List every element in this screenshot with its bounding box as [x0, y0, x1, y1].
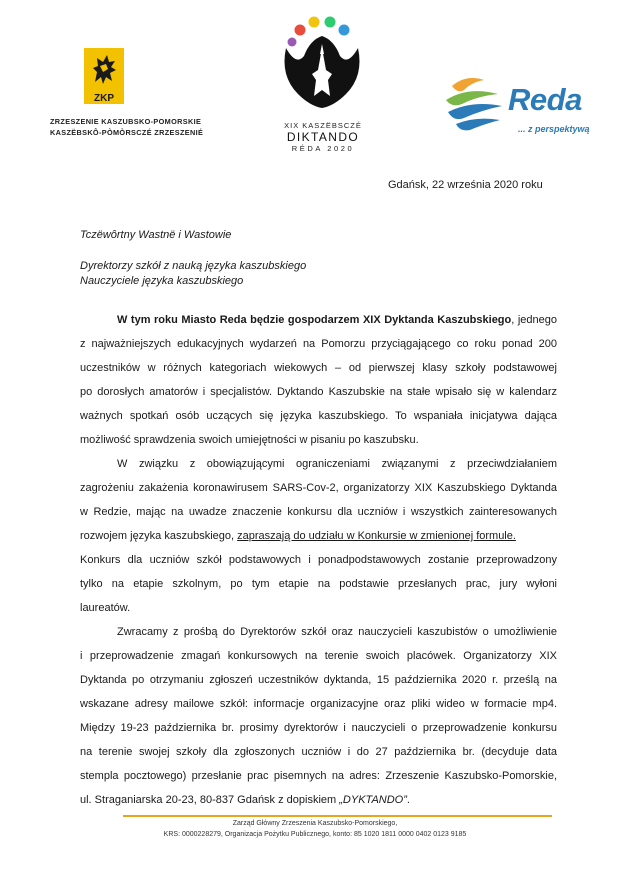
- reda-wordmark: Reda: [508, 82, 582, 117]
- paragraph-line: [80, 529, 557, 544]
- zkp-name-polish: ZRZESZENIE KASZUBSKO-POMORSKIE: [50, 117, 202, 126]
- paragraph-line: po dorosłych amatorów i specjalistów. Dyktando Kaszubskie na stałe wpisało się w kalendarz: [80, 386, 557, 398]
- paragraph-line: wskazane adresy mailowe szkół: informacje organizacyjne oraz pliki wideo w formacie mp4.: [80, 698, 557, 710]
- reda-logo: [444, 72, 594, 142]
- reda-tagline: ... z perspektywą: [518, 124, 590, 134]
- diktando-title: DIKTANDO: [286, 130, 360, 144]
- text-span: .: [406, 794, 410, 806]
- paragraph-line: ważnych spotkań osób uczących się języka kaszubskiego. To wspaniała inicjatywa dająca: [80, 410, 557, 422]
- paragraph-line: [80, 793, 557, 808]
- footer-org: Zarząd Główny Zrzeszenia Kaszubsko-Pomorskiego,: [232, 820, 398, 827]
- paragraph-line: zagrożeniu zakażenia koronawirusem SARS-Cov-2, organizatorzy XIX Kaszubskiego Dyktanda: [80, 482, 557, 494]
- highlight-text: W tym roku Miasto Reda będzie gospodarzem XIX Dyktanda Kaszubskiego: [117, 314, 512, 326]
- paragraph-line: Konkurs dla uczniów szkół podstawowych i ponadpodstawowych zostanie przeprowadzony: [80, 554, 557, 566]
- zkp-name-kashubian: KASZËBSKÔ-PÒMÒRSCZÉ ZRZESZENIÉ: [50, 128, 204, 137]
- paragraph-line: uczestników w różnych kategoriach wiekowych – od pierwszej klasy szkoły podstawowej: [80, 362, 557, 374]
- paragraph-line: Między 19-23 października br. prosimy dyrektorów i nauczycieli o przeprowadzenie konkursu: [80, 722, 557, 734]
- reda-waves-icon: [444, 72, 508, 136]
- paragraph-line: na terenie swojej szkoły dla zgłoszonych uczniów i do 27 października br. (decyduje data: [80, 746, 557, 758]
- text-span: , jednego: [511, 314, 557, 326]
- paragraph-line: laureatów.: [80, 602, 131, 614]
- paragraph-line: Dyktanda po otrzymaniu zgłoszeń uczestników dyktanda, 15 października 2020 r. prześlą na: [80, 674, 557, 686]
- paragraph-line: W związku z obowiązującymi ograniczeniami związanymi z przeciwdziałaniem: [117, 458, 557, 470]
- griffin-shield-icon: [84, 48, 124, 104]
- diktando-logo: [268, 14, 378, 153]
- text-span: ul. Straganiarska 20-23, 80-837 Gdańsk z dopiskiem: [80, 794, 340, 806]
- letter-date: Gdańsk, 22 września 2020 roku: [388, 179, 543, 191]
- paragraph-line: Zwracamy z prośbą do Dyrektorów szkół oraz nauczycieli kaszubistów o umożliwienie: [117, 626, 557, 638]
- paragraph-line: w Redzie, mając na uwadze znaczenie konkursu dla uczniów i wszystkich zainteresowanych: [80, 506, 557, 518]
- recipient-line: Nauczyciele języka kaszubskiego: [80, 275, 244, 287]
- paragraph-line: stempla pocztowego) przesłanie prac pisemnych na adres: Zrzeszenie Kaszubsko-Pomorskie,: [80, 770, 557, 782]
- paragraph-line: [117, 313, 557, 328]
- zkp-badge-text: ZKP: [94, 93, 114, 104]
- invitation-text: zapraszają do udziału w Konkursie w zmienionej formule.: [237, 530, 516, 542]
- salutation: Tczëwôrtny Wastnë i Wastowie: [80, 229, 232, 241]
- footer-registry: KRS: 0000228279, Organizacja Pożytku Publicznego, konto: 85 1020 1811 0000 0402 0123 9185: [163, 831, 467, 838]
- paragraph-line: tylko na etapie szkolnym, po tym etapie na podstawie przesłanych prac, jury wyłoni: [80, 578, 557, 590]
- paragraph-line: z najważniejszych edukacyjnych wydarzeń na Pomorzu przyciągającego co roku ponad 200: [80, 338, 557, 350]
- dyktando-note: „DYKTANDO”: [339, 794, 407, 806]
- footer-rule: [123, 815, 552, 817]
- diktando-place-year: RÉDA 2020: [291, 144, 355, 153]
- paragraph-line: i przeprowadzenie zmagań konkursowych na terenie swoich placówek. Organizatorzy XIX: [80, 650, 557, 662]
- paragraph-line: możliwość sprawdzenia swoich umiejętności w pisaniu po kaszubsku.: [80, 434, 419, 446]
- diktando-edition: XIX KASZËBSCZÉ: [284, 121, 362, 130]
- text-span: rozwojem języka kaszubskiego,: [80, 530, 238, 542]
- recipient-line: Dyrektorzy szkół z nauką języka kaszubskiego: [80, 260, 307, 272]
- tulip-emblem-icon: [276, 14, 368, 118]
